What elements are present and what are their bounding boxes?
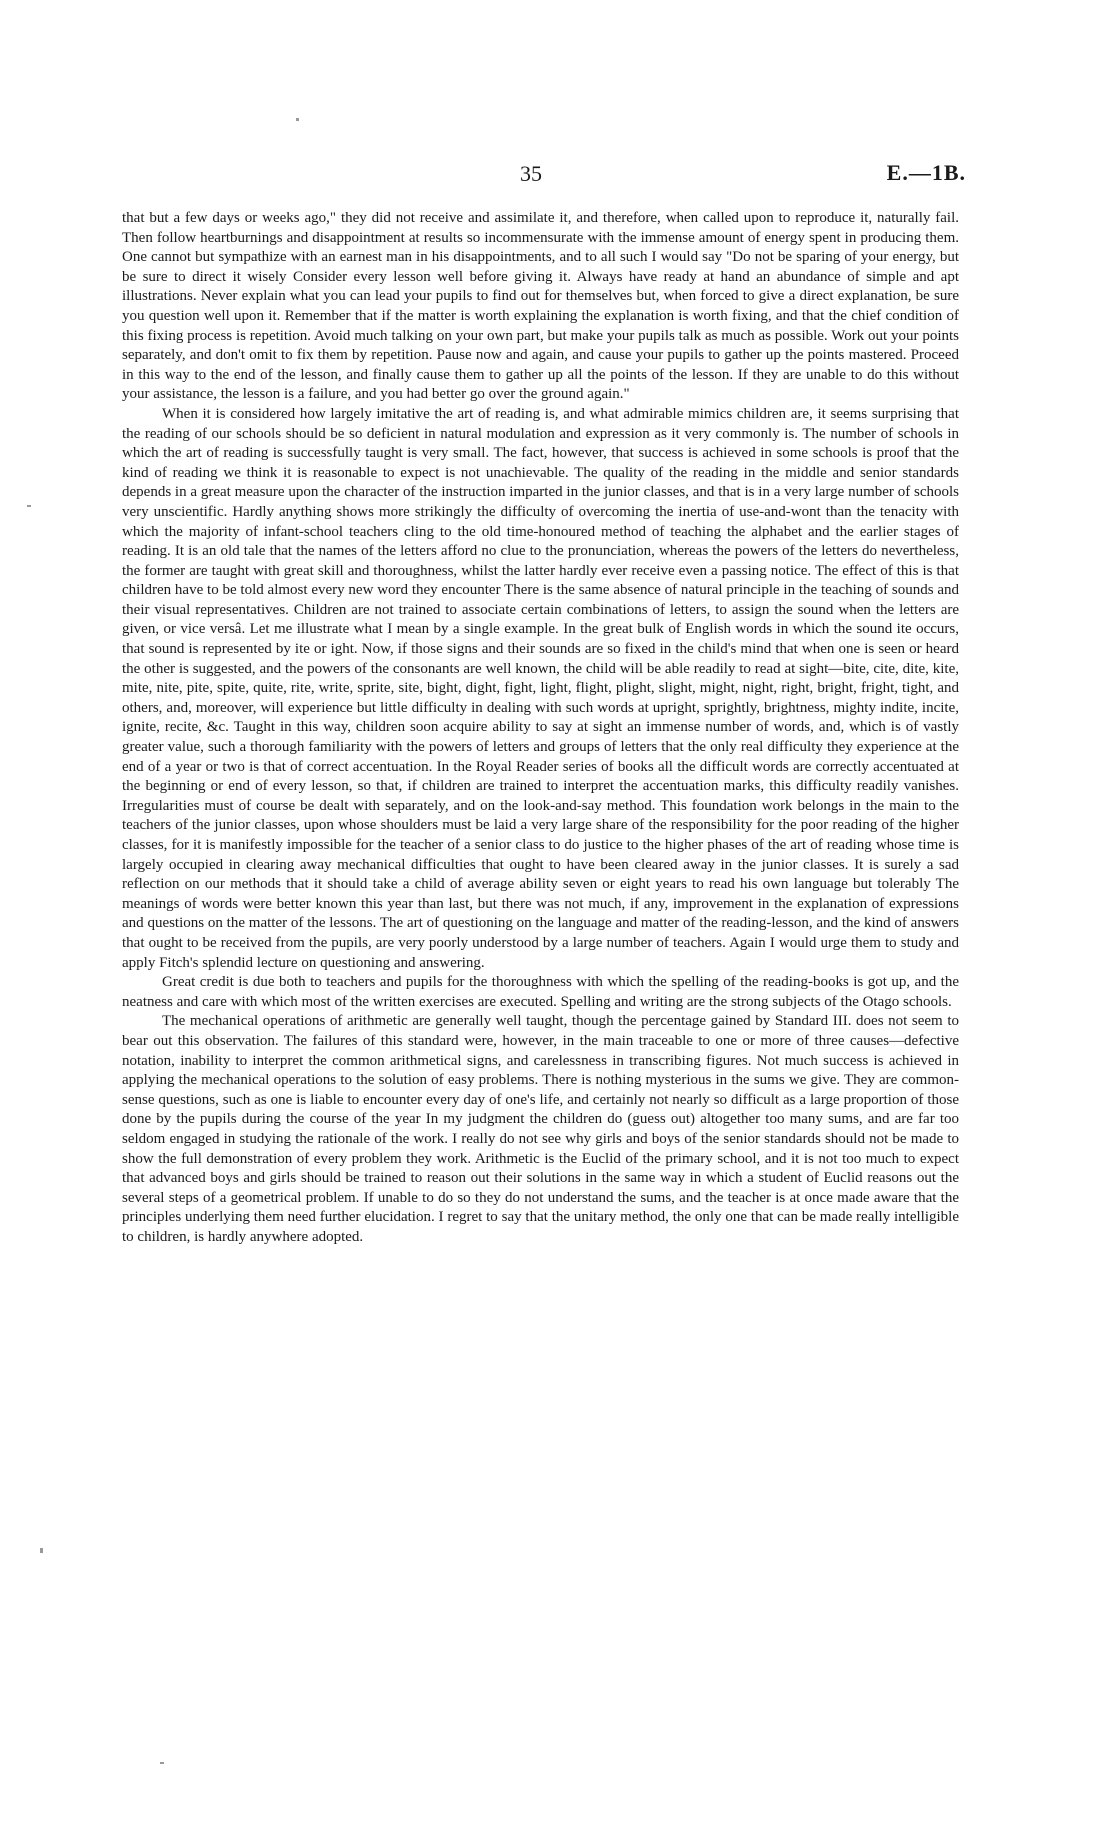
scan-mark <box>40 1548 43 1553</box>
scan-mark <box>296 118 299 121</box>
page-code: E.—1B. <box>886 160 966 185</box>
paragraph-3: Great credit is due both to teachers and pupils for the thoroughness with which the spelling of the reading-books is got up, and the neatness and care with which most of the written exercises are executed. Spelling and writing are the strong subjects of the Otago schools. <box>122 974 959 1010</box>
page-number: 35 <box>520 161 542 186</box>
body-text <box>122 209 959 1247</box>
scan-mark <box>27 505 31 507</box>
paragraph-1: that but a few days or weeks ago," they did not receive and assimilate it, and therefore, when called upon to reproduce it, naturally fail. Then follow heartburnings and disappointment at results so incommensurate with the immense amount of energy spent in producing them. One cannot but sympathize with an earnest man in his disappointments, and to all such I would say "Do not be sparing of your energy, but be sure to direct it wisely Consider every lesson well before giving it. Always have ready at hand an abundance of simple and apt illustrations. Never explain what you can lead your pupils to find out for themselves but, when forced to give a direct explanation, be sure you question well upon it. Remember that if the matter is worth explaining the explanation is worth fixing, and that the chief condition of this fixing process is repetition. Avoid much talking on your own part, but make your pupils talk as much as possible. Work out your points separately, and don't omit to fix them by repetition. Pause now and again, and cause your pupils to gather up the points mastered. Proceed in this way to the end of the lesson, and finally cause them to gather up all the points of the lesson. If they are unable to do this without your assistance, the lesson is a failure, and you had better go over the ground again." <box>122 210 959 403</box>
scan-mark <box>160 1762 164 1764</box>
paragraph-4: The mechanical operations of arithmetic are generally well taught, though the percentage gained by Standard III. does not seem to bear out this observation. The failures of this standard were, however, in the main traceable to one or more of three causes—defective notation, inability to interpret the common arithmetical signs, and carelessness in transcribing figures. Not much success is achieved in applying the mechanical operations to the solution of easy problems. There is nothing mysterious in the sums we give. They are common-sense questions, such as one is liable to encounter every day of one's life, and certainly not nearly so difficult as a large proportion of those done by the pupils during the course of the year In my judgment the children do (guess out) altogether too many sums, and are far too seldom engaged in studying the rationale of the work. I really do not see why girls and boys of the senior standards should not be made to show the full demonstration of every problem they work. Arithmetic is the Euclid of the primary school, and it is not too much to expect that advanced boys and girls should be trained to reason out their solutions in the same way in which a student of Euclid reasons out the several steps of a geometrical problem. If unable to do so they do not understand the sums, and the teacher is at once made aware that the principles underlying them need further elucidation. I regret to say that the unitary method, the only one that can be made really intelligible to children, is hardly anywhere adopted. <box>122 1013 959 1245</box>
paragraph-2: When it is considered how largely imitative the art of reading is, and what admirable mimics children are, it seems surprising that the reading of our schools should be so deficient in natural modulation and expression as it very commonly is. The number of schools in which the art of reading is successfully taught is very small. The fact, however, that success is achieved in some schools is proof that the kind of reading we think it is reasonable to expect is not unachievable. The quality of the reading in the middle and senior standards depends in a great measure upon the character of the instruction imparted in the junior classes, and that is in a very large number of schools very unscientific. Hardly anything shows more strikingly the difficulty of overcoming the inertia of use-and-wont than the tenacity with which the majority of infant-school teachers cling to the old time-honoured method of teaching the alphabet and the earlier stages of reading. It is an old tale that the names of the letters afford no clue to the pronunciation, whereas the powers of the letters do nevertheless, the former are taught with great skill and thoroughness, whilst the latter hardly ever receive even a passing notice. The effect of this is that children have to be told almost every new word they encounter There is the same absence of natural principle in the teaching of sounds and their visual representatives. Children are not trained to associate certain combinations of letters, to assign the sound when the letters are given, or vice versâ. Let me illustrate what I mean by a single example. In the great bulk of English words in which the sound ite occurs, that sound is represented by ite or ight. Now, if those signs and their sounds are so fixed in the child's mind that when one is seen or heard the other is suggested, and the powers of the consonants are well known, the child will be able readily to read at sight—bite, cite, dite, kite, mite, nite, pite, spite, quite, rite, write, sprite, site, bight, dight, fight, light, flight, plight, slight, might, night, right, bright, fright, tight, and others, and, moreover, will experience but little difficulty in dealing with such words at upright, sprightly, brightness, mighty indite, incite, ignite, recite, &c. Taught in this way, children soon acquire ability to say at sight an immense number of words, and, which is of vastly greater value, such a thorough familiarity with the powers of letters and groups of letters that the only real difficulty they experience at the end of a year or two is that of correct accentuation. In the Royal Reader series of books all the difficult words are correctly accentuated at the beginning or end of every lesson, so that, if children are trained to interpret the accentuation marks, this difficulty readily vanishes. Irregularities must of course be dealt with separately, and on the look-and-say method. This foundation work belongs in the main to the teachers of the junior classes, upon whose shoulders must be laid a very large share of the responsibility for the poor reading of the higher classes, for it is manifestly impossible for the teacher of a senior class to do justice to the higher phases of the art of reading whose time is largely occupied in clearing away mechanical difficulties that ought to have been cleared away in the junior classes. It is surely a sad reflection on our methods that it should take a child of average ability seven or eight years to read his own language but tolerably The meanings of words were better known this year than last, but there was not much, if any, improvement in the explanation of expressions and questions on the matter of the lessons. The art of questioning on the language and matter of the reading-lesson, and the kind of answers that ought to be received from the pupils, are very poorly understood by a large number of teachers. Again I would urge them to study and apply Fitch's splendid lecture on questioning and answering. <box>122 405 959 971</box>
